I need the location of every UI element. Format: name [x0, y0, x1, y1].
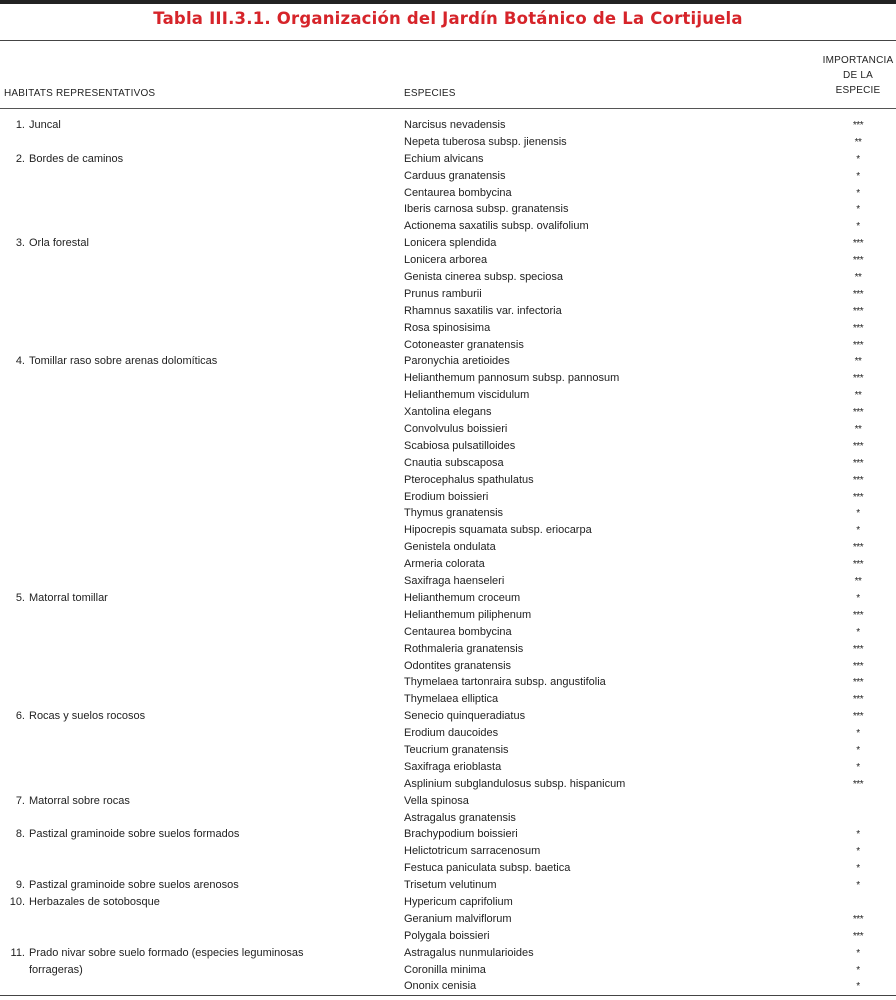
- habitat-number: 1.: [15, 119, 25, 131]
- habitat-cell: [4, 592, 108, 604]
- table-row: [0, 203, 896, 220]
- species-cell: Odontites granatensis: [404, 659, 512, 672]
- importance-cell: *: [856, 761, 860, 773]
- habitat-number: 4.: [15, 355, 25, 368]
- importance-cell: ***: [852, 677, 864, 689]
- importance-cell: *: [856, 626, 860, 638]
- habitat-cell: [4, 828, 239, 840]
- importance-cell: ***: [852, 778, 864, 790]
- table-row: [0, 744, 896, 761]
- habitat-cell: [4, 879, 239, 891]
- species-cell: Helictotricum sarracenosum: [404, 845, 541, 858]
- habitat-number: 9.: [15, 879, 25, 892]
- species-cell: Rhamnus saxatilis var. infectoria: [404, 304, 562, 317]
- table-row: [0, 271, 896, 288]
- table-row: [0, 389, 896, 406]
- importance-cell: ***: [852, 120, 864, 131]
- importance-cell: ***: [852, 288, 864, 300]
- table-row: [0, 406, 896, 423]
- habitat-cell: [4, 947, 304, 959]
- species-cell: Erodium daucoides: [404, 727, 499, 740]
- habitat-number: 2.: [15, 152, 25, 165]
- importance-cell: ***: [852, 305, 864, 317]
- table-row: [0, 558, 896, 575]
- table-row: [0, 170, 896, 187]
- habitat-label: Matorral tomillar: [29, 591, 108, 604]
- importance-cell: ***: [852, 440, 864, 452]
- habitat-label-continuation: forrageras): [29, 963, 83, 976]
- species-cell: Erodium boissieri: [404, 490, 489, 503]
- header-importancia-line1: IMPORTANCIA: [822, 55, 894, 66]
- importance-cell: *: [856, 981, 860, 993]
- habitat-label: Matorral sobre rocas: [29, 794, 130, 807]
- table-row: [0, 761, 896, 778]
- species-cell: Thymus granatensis: [404, 507, 504, 520]
- species-cell: Helianthemum piliphenum: [404, 608, 532, 621]
- table-row: [0, 964, 896, 981]
- importance-cell: **: [854, 390, 862, 402]
- species-cell: Cotoneaster granatensis: [404, 338, 524, 351]
- importance-cell: ***: [852, 660, 864, 672]
- importance-cell: *: [856, 947, 860, 959]
- importance-cell: ***: [852, 694, 864, 706]
- header-bottom-rule: [0, 108, 896, 109]
- table-row: [0, 457, 896, 474]
- importance-cell: ***: [852, 711, 864, 723]
- species-cell: Senecio quinqueradiatus: [404, 710, 526, 723]
- table-row: [0, 913, 896, 930]
- importance-cell: *: [856, 187, 860, 199]
- habitat-number: 11.: [10, 946, 25, 959]
- habitat-label: Tomillar raso sobre arenas dolomíticas: [29, 355, 218, 368]
- table-row: [0, 541, 896, 558]
- table-row: [0, 153, 896, 170]
- importance-cell: **: [854, 576, 862, 588]
- table-row: [0, 660, 896, 677]
- habitat-cell: [4, 896, 160, 908]
- table-row: [0, 254, 896, 271]
- habitat-label: Bordes de caminos: [29, 152, 124, 165]
- table-row: [0, 507, 896, 524]
- importance-cell: *: [856, 525, 860, 537]
- importance-cell: *: [856, 170, 860, 182]
- importance-cell: ***: [852, 491, 864, 503]
- habitat-number: 8.: [15, 828, 25, 841]
- species-cell: Rothmaleria granatensis: [404, 642, 524, 655]
- table-row: [0, 423, 896, 440]
- habitat-label: Juncal: [29, 119, 61, 131]
- species-cell: Vella spinosa: [404, 794, 469, 807]
- table-bottom-rule: [0, 995, 896, 996]
- table-row: [0, 220, 896, 237]
- species-cell: Centaurea bombycina: [404, 625, 512, 638]
- species-cell: Xantolina elegans: [404, 406, 492, 419]
- species-cell: Polygala boissieri: [404, 929, 490, 942]
- species-cell: Prunus ramburii: [404, 287, 482, 300]
- importance-cell: ***: [852, 373, 864, 385]
- importance-cell: **: [854, 424, 862, 436]
- species-cell: Astragalus granatensis: [404, 811, 516, 824]
- table-row: [0, 693, 896, 710]
- table-row: [0, 896, 896, 913]
- table-row: [0, 947, 896, 964]
- table-row: [0, 322, 896, 339]
- table-row: [0, 710, 896, 727]
- importance-cell: **: [854, 272, 862, 284]
- species-cell: Genistela ondulata: [404, 541, 496, 554]
- table-row: [0, 862, 896, 879]
- table-row: [0, 305, 896, 322]
- importance-cell: ***: [852, 559, 864, 571]
- species-cell: Centaurea bombycina: [404, 186, 512, 199]
- header-especies: ESPECIES: [404, 88, 456, 99]
- habitat-cell: [4, 355, 217, 367]
- importance-cell: ***: [852, 238, 864, 250]
- habitat-label: Pastizal graminoide sobre suelos formados: [29, 828, 240, 841]
- species-cell: Ononix cenisia: [404, 980, 477, 993]
- species-cell: Lonicera arborea: [404, 254, 488, 267]
- table-row: [0, 187, 896, 204]
- table-row: [0, 491, 896, 508]
- species-cell: Convolvulus boissieri: [404, 423, 508, 436]
- species-cell: Armeria colorata: [404, 558, 485, 571]
- importance-cell: ***: [852, 474, 864, 486]
- species-cell: Trisetum velutinum: [404, 879, 497, 892]
- habitat-cell: [4, 795, 130, 807]
- species-cell: Helianthemum croceum: [404, 591, 521, 604]
- importance-cell: ***: [852, 322, 864, 334]
- habitat-label: Orla forestal: [29, 237, 89, 250]
- species-cell: Hipocrepis squamata subsp. eriocarpa: [404, 524, 592, 537]
- header-top-rule: [0, 40, 896, 41]
- species-cell: Helianthemum pannosum subsp. pannosum: [404, 372, 620, 385]
- species-cell: Cnautia subscaposa: [404, 456, 504, 469]
- habitat-cell: [4, 710, 145, 722]
- table-row: [0, 930, 896, 947]
- importance-cell: *: [856, 221, 860, 233]
- table-row: [0, 609, 896, 626]
- habitat-number: 10.: [9, 895, 25, 908]
- table-row: [0, 812, 896, 829]
- importance-cell: *: [856, 964, 860, 976]
- species-cell: Hypericum caprifolium: [404, 895, 513, 908]
- habitat-label: Rocas y suelos rocosos: [29, 710, 146, 723]
- header-importancia: [810, 53, 896, 98]
- species-cell: Geranium malviflorum: [404, 912, 512, 925]
- table-row: [0, 119, 896, 136]
- table-row: [0, 795, 896, 812]
- species-cell: Iberis carnosa subsp. granatensis: [404, 203, 569, 216]
- importance-cell: ***: [852, 339, 864, 351]
- habitat-cell: [4, 153, 123, 165]
- species-cell: Thymelaea elliptica: [404, 693, 499, 706]
- species-cell: Teucrium granatensis: [404, 743, 509, 756]
- habitat-cell: [4, 119, 61, 131]
- habitat-label: Herbazales de sotobosque: [29, 895, 160, 908]
- species-cell: Paronychia aretioides: [404, 355, 510, 368]
- table-title: Tabla III.3.1. Organización del Jardín Botánico de La Cortijuela: [153, 9, 743, 28]
- species-cell: Brachypodium boissieri: [404, 828, 518, 841]
- habitat-label: Pastizal graminoide sobre suelos arenosos: [29, 879, 239, 892]
- importance-cell: ***: [852, 609, 864, 621]
- table-row: [0, 643, 896, 660]
- header-importancia-line3: ESPECIE: [835, 85, 881, 96]
- table-row: [0, 474, 896, 491]
- table-row: [0, 626, 896, 643]
- top-border: [0, 0, 896, 4]
- species-cell: Asplinium subglandulosus subsp. hispanicum: [404, 777, 626, 790]
- table-row: [0, 727, 896, 744]
- importance-cell: *: [856, 880, 860, 892]
- importance-cell: ***: [852, 643, 864, 655]
- table-row: [0, 136, 896, 153]
- habitat-number: 5.: [15, 591, 25, 604]
- species-cell: Carduus granatensis: [404, 169, 506, 182]
- species-cell: Lonicera splendida: [404, 237, 497, 250]
- importance-cell: *: [856, 744, 860, 756]
- importance-cell: **: [854, 356, 862, 368]
- importance-cell: *: [856, 592, 860, 604]
- importance-cell: ***: [852, 407, 864, 419]
- species-cell: Actionema saxatilis subsp. ovalifolium: [404, 220, 589, 233]
- table-row: [0, 828, 896, 845]
- importance-cell: *: [856, 728, 860, 740]
- species-cell: Scabiosa pulsatilloides: [404, 439, 516, 452]
- species-cell: Festuca paniculata subsp. baetica: [404, 862, 571, 875]
- species-cell: Nepeta tuberosa subsp. jienensis: [404, 135, 567, 148]
- table-body: [0, 119, 896, 997]
- importance-cell: ***: [852, 913, 864, 925]
- table-row: [0, 524, 896, 541]
- importance-cell: *: [856, 153, 860, 165]
- header-habitats: HABITATS REPRESENTATIVOS: [4, 88, 156, 99]
- header-importancia-line2: DE LA: [843, 70, 873, 81]
- table-row: [0, 288, 896, 305]
- species-cell: Thymelaea tartonraira subsp. angustifolia: [404, 676, 606, 689]
- species-cell: Narcisus nevadensis: [404, 119, 506, 131]
- importance-cell: *: [856, 829, 860, 841]
- importance-cell: *: [856, 863, 860, 875]
- species-cell: Saxifraga haenseleri: [404, 575, 505, 588]
- species-cell: Rosa spinosisima: [404, 321, 491, 334]
- importance-cell: ***: [852, 255, 864, 267]
- importance-cell: ***: [852, 930, 864, 942]
- table-row: [0, 355, 896, 372]
- species-cell: Saxifraga erioblasta: [404, 760, 502, 773]
- species-cell: Pterocephalus spathulatus: [404, 473, 534, 486]
- table-row: [0, 592, 896, 609]
- importance-cell: **: [854, 136, 862, 148]
- table-row: [0, 440, 896, 457]
- habitat-cell: [4, 237, 89, 249]
- importance-cell: *: [856, 508, 860, 520]
- species-cell: Coronilla minima: [404, 963, 486, 976]
- species-cell: Genista cinerea subsp. speciosa: [404, 271, 563, 284]
- table-row: [0, 237, 896, 254]
- importance-cell: *: [856, 846, 860, 858]
- habitat-number: 6.: [15, 710, 25, 723]
- table-row: [0, 676, 896, 693]
- importance-cell: *: [856, 204, 860, 216]
- species-cell: Echium alvicans: [404, 152, 484, 165]
- table-row: [0, 879, 896, 896]
- importance-cell: ***: [852, 457, 864, 469]
- table-row: [0, 778, 896, 795]
- table-row: [0, 339, 896, 356]
- species-cell: Astragalus nunmularioides: [404, 946, 534, 959]
- habitat-number: 7.: [15, 794, 25, 807]
- table-row: [0, 372, 896, 389]
- habitat-label: Prado nivar sobre suelo formado (especies leguminosas: [29, 946, 304, 959]
- habitat-number: 3.: [15, 237, 25, 250]
- species-cell: Helianthemum viscidulum: [404, 389, 530, 402]
- table-row: [0, 575, 896, 592]
- table-row: [0, 845, 896, 862]
- importance-cell: ***: [852, 542, 864, 554]
